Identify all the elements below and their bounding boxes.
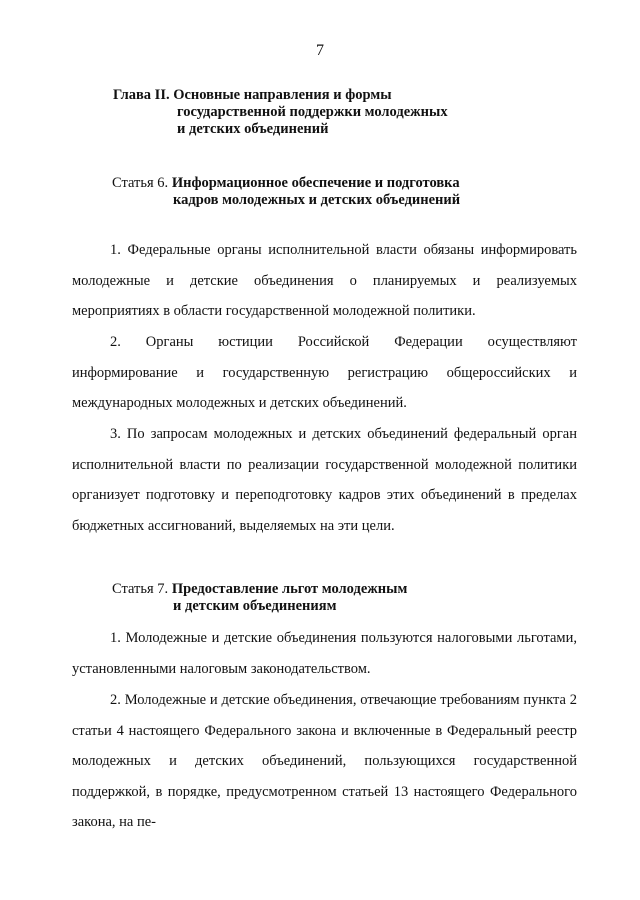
article-7-paragraph-2: 2. Молодежные и детские объединения, отвечающие требованиям пункта 2 статьи 4 настоящего Федерального закона и включенные в Федеральный реестр молодежных и детских объединений, пользующихся государственной поддержкой, в порядке, предусмотренном статьей 13 настоящего Федерального закона, на пе-: [72, 692, 577, 830]
article-7-label: Статья 7.: [112, 581, 169, 597]
article-6-label: Статья 6.: [112, 175, 169, 191]
chapter-label: Глава II.: [113, 87, 170, 103]
chapter-heading: [113, 87, 448, 137]
chapter-title-line-2: государственной поддержки молодежных: [177, 104, 448, 120]
article-6-heading: [112, 175, 461, 208]
article-7-title-line-1: Предоставление льгот молодежным: [171, 581, 408, 597]
chapter-title-line-1: Основные направления и формы: [173, 87, 392, 103]
article-6-title-line-1: Информационное обеспечение и подготовка: [171, 175, 460, 191]
article-6-paragraph-1: 1. Федеральные органы исполнительной власти обязаны информировать молодежные и детские объединения о планируемых и реализуемых мероприятиях в области государственной молодежной политики.: [72, 242, 577, 319]
article-6-paragraph-2: 2. Органы юстиции Российской Федерации осуществляют информирование и государственную регистрацию общероссийских и международных молодежных и детских объединений.: [72, 334, 577, 411]
article-6-title-line-2: кадров молодежных и детских объединений: [173, 192, 461, 208]
article-7-paragraph-1: 1. Молодежные и детские объединения пользуются налоговыми льготами, установленными налоговым законодательством.: [72, 630, 577, 677]
article-6-paragraph-3: 3. По запросам молодежных и детских объединений федеральный орган исполнительной власти по реализации государственной молодежной политики организует подготовку и переподготовку кадров этих объединений в пределах бюджетных ассигнований, выделяемых на эти цели.: [72, 426, 577, 534]
chapter-title-line-3: и детских объединений: [177, 121, 329, 137]
page-number: 7: [316, 42, 324, 59]
article-7-title-line-2: и детским объединениям: [173, 598, 337, 614]
article-7-heading: [112, 581, 408, 614]
